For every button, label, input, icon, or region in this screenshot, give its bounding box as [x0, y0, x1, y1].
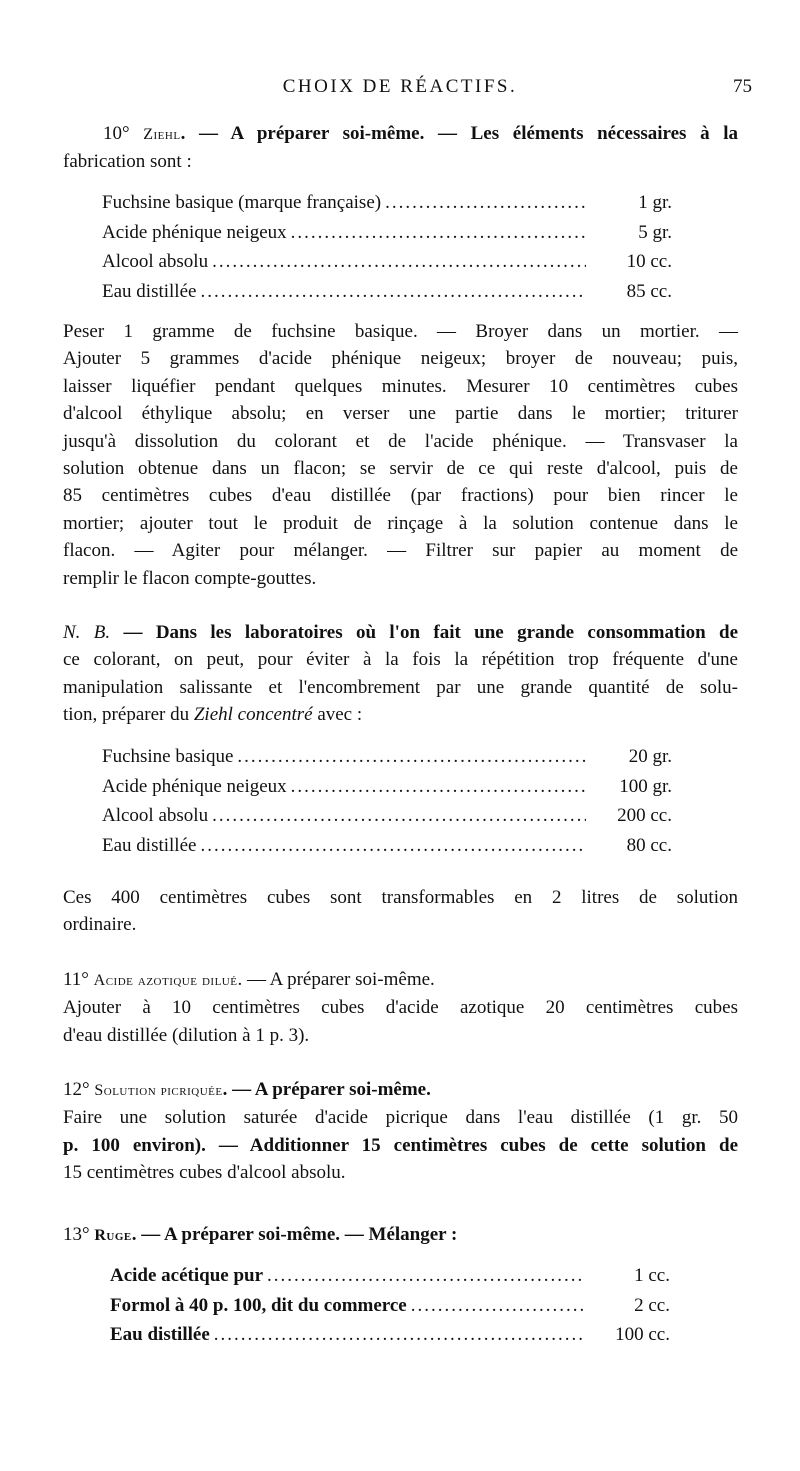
nb-text: — Dans les laboratoires où l'on fait une grande consommation de: [110, 622, 738, 643]
dot-leader: [291, 776, 586, 798]
dot-leader: [267, 1265, 584, 1287]
picric-heading-line: [63, 1076, 738, 1104]
ziehl-heading-line: [63, 120, 738, 148]
recipe-row: [102, 281, 672, 311]
recipe-row: [102, 776, 672, 806]
page-number: 75: [733, 76, 752, 97]
dot-leader: [237, 746, 586, 768]
nb-label: N. B.: [63, 622, 111, 643]
nb-last-line: [63, 701, 738, 728]
section-name: Solution picriquée: [94, 1082, 223, 1099]
recipe-row: [102, 192, 672, 222]
recipe-row: [102, 835, 672, 865]
ingredient-quantity: 80 cc.: [626, 834, 672, 856]
dot-leader: [212, 251, 586, 273]
section-intro: . — A préparer soi-même. — Les éléments nécessaires à la: [180, 123, 738, 144]
ziehl-heading-line-2: fabrication sont :: [63, 151, 192, 173]
section-name: Acide azotique dilué: [93, 972, 238, 989]
concentrate-recipe-list: [102, 746, 672, 864]
ingredient-quantity: 100 gr.: [619, 775, 672, 797]
section-intro: . — A préparer soi-même.: [222, 1079, 431, 1100]
ziehl-method-paragraph: [63, 318, 738, 592]
ingredient-name: Formol à 40 p. 100, dit du commerce: [110, 1294, 407, 1316]
recipe-row: [110, 1265, 670, 1295]
section-number: 13°: [63, 1224, 90, 1245]
ingredient-quantity: 1 cc.: [634, 1265, 670, 1286]
nb-first-line: [63, 619, 738, 646]
section-name: Ruge: [94, 1227, 132, 1244]
ingredient-name: Alcool absolu: [102, 805, 209, 826]
ingredient-quantity: 5 gr.: [638, 221, 672, 243]
ziehl-recipe-list: [102, 192, 672, 310]
recipe-row: [102, 746, 672, 776]
text-line: flacon. — Agiter pour mélanger. — Filtrer sur papier au moment de: [63, 540, 738, 562]
ingredient-quantity: 85 cc.: [626, 280, 672, 302]
text-line: ordinaire.: [63, 914, 137, 936]
ingredient-quantity: 200 cc.: [617, 805, 672, 826]
dot-leader: [212, 805, 586, 827]
ingredient-name: Eau distillée: [110, 1324, 210, 1345]
ingredient-quantity: 1 gr.: [638, 192, 672, 213]
section-ruge: [63, 1221, 738, 1249]
text-line: laisser liquéfier pendant quelques minutes. Mesurer 10 centimètres cubes: [63, 375, 738, 397]
recipe-row: [102, 222, 672, 252]
text-line: Ajouter à 10 centimètres cubes d'acide azotique 20 centimètres cubes: [63, 997, 738, 1019]
dot-leader: [291, 222, 586, 244]
ingredient-name: Alcool absolu: [102, 251, 209, 272]
ingredient-quantity: 20 gr.: [628, 746, 672, 767]
section-number: 11°: [63, 969, 89, 990]
text-line: remplir le flacon compte-gouttes.: [63, 567, 317, 589]
dot-leader: [214, 1324, 584, 1346]
section-number: 12°: [63, 1079, 90, 1100]
dot-leader: [200, 281, 586, 303]
text-line: manipulation salissante et l'encombrement par une grande quantité de solu-: [63, 676, 738, 698]
ziehl-nb-paragraph: [63, 619, 738, 729]
recipe-row: [102, 805, 672, 835]
text-run: avec :: [312, 704, 363, 726]
ruge-heading-line: [63, 1221, 738, 1249]
ingredient-name: Fuchsine basique: [102, 746, 234, 767]
section-ziehl-heading: [63, 120, 738, 176]
text-line: 15 centimètres cubes d'alcool absolu.: [63, 1162, 346, 1184]
ingredient-name: Acide phénique neigeux: [102, 221, 287, 243]
text-line: ce colorant, on peut, pour éviter à la fois la répétition trop fréquente d'une: [63, 649, 738, 671]
nitric-heading-line: [63, 966, 738, 994]
text-line: mortier; ajouter tout le produit de rinçage à la solution contenue dans le: [63, 512, 738, 534]
running-title: CHOIX DE RÉACTIFS.: [282, 76, 518, 97]
text-line: 85 centimètres cubes d'eau distillée (par fractions) pour bien rincer le: [63, 485, 738, 507]
ingredient-quantity: 10 cc.: [626, 251, 672, 272]
text-line: Ces 400 centimètres cubes sont transformables en 2 litres de solution: [63, 887, 738, 908]
text-line: Peser 1 gramme de fuchsine basique. — Broyer dans un mortier. —: [63, 321, 738, 342]
ingredient-quantity: 2 cc.: [634, 1294, 670, 1316]
italic-term: Ziehl concentré: [193, 704, 313, 726]
text-line: Ajouter 5 grammes d'acide phénique neigeux; broyer de nouveau; puis,: [63, 348, 738, 370]
ingredient-name: Eau distillée: [102, 280, 197, 302]
text-line: jusqu'à dissolution du colorant et de l'acide phénique. — Transvaser la: [63, 430, 738, 452]
text-line: d'eau distillée (dilution à 1 p. 3).: [63, 1024, 310, 1046]
section-nitric: [63, 966, 738, 1049]
section-intro: . — A préparer soi-même.: [237, 969, 435, 990]
ingredient-name: Fuchsine basique (marque française): [102, 192, 382, 213]
section-name: Ziehl: [143, 126, 181, 143]
ingredient-name: Eau distillée: [102, 834, 197, 856]
section-number: 10°: [103, 123, 130, 144]
dot-leader: [200, 835, 586, 857]
dot-leader: [385, 192, 586, 214]
text-line: Faire une solution saturée d'acide picrique dans l'eau distillée (1 gr. 50: [63, 1107, 738, 1129]
text-run: tion, préparer du: [63, 704, 194, 726]
recipe-row: [110, 1295, 670, 1325]
ziehl-note-paragraph: [63, 884, 738, 939]
ingredient-name: Acide acétique pur: [110, 1265, 264, 1286]
ingredient-quantity: 100 cc.: [615, 1324, 670, 1345]
running-header: [0, 76, 800, 102]
section-intro: . — A préparer soi-même. — Mélanger :: [131, 1224, 458, 1245]
ruge-recipe-list: [110, 1265, 670, 1354]
recipe-row: [102, 251, 672, 281]
text-line: p. 100 environ). — Additionner 15 centimètres cubes de cette solution de: [63, 1134, 738, 1156]
section-picric: [63, 1076, 738, 1187]
dot-leader: [411, 1295, 584, 1317]
ingredient-name: Acide phénique neigeux: [102, 775, 287, 797]
recipe-row: [110, 1324, 670, 1354]
text-line: d'alcool éthylique absolu; en verser une partie dans le mortier; triturer: [63, 403, 738, 425]
text-line: solution obtenue dans un flacon; se servir de ce qui reste d'alcool, puis de: [63, 458, 738, 480]
